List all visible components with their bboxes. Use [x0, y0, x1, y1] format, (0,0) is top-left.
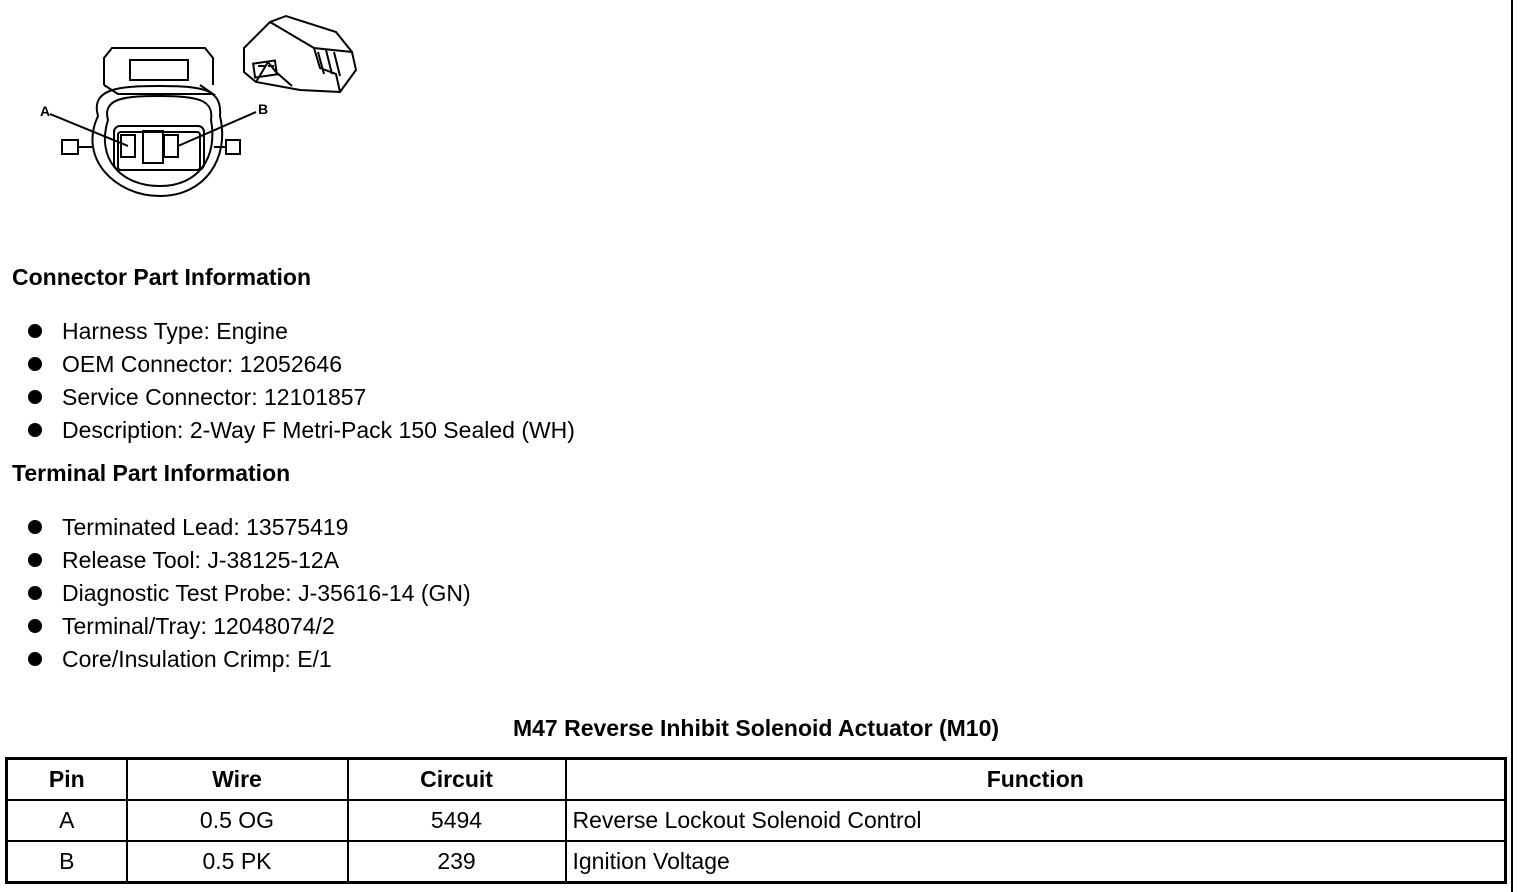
pin-table	[5, 757, 1507, 884]
terminal-info-heading: Terminal Part Information	[12, 460, 291, 486]
column-header-circuit: Circuit	[348, 759, 566, 801]
list-item: Service Connector: 12101857	[28, 381, 575, 414]
pin-cell: A	[7, 800, 127, 841]
bullet-icon	[28, 553, 42, 567]
bullet-icon	[28, 390, 42, 404]
connector-info-list	[28, 315, 575, 447]
function-cell: Reverse Lockout Solenoid Control	[566, 800, 1506, 841]
list-item: Diagnostic Test Probe: J-35616-14 (GN)	[28, 577, 471, 610]
table-row	[7, 800, 1506, 841]
connector-diagram	[30, 8, 380, 208]
bullet-icon	[28, 520, 42, 534]
pin-cell: B	[7, 841, 127, 883]
bullet-icon	[28, 324, 42, 338]
list-item: Description: 2-Way F Metri-Pack 150 Sealed (WH)	[28, 414, 575, 447]
circuit-cell: 5494	[348, 800, 566, 841]
list-item: Core/Insulation Crimp: E/1	[28, 643, 471, 676]
pin-label-b: B	[258, 101, 269, 117]
bullet-icon	[28, 423, 42, 437]
bullet-icon	[28, 357, 42, 371]
column-header-pin: Pin	[7, 759, 127, 801]
pin-label-a: A	[40, 103, 51, 119]
list-item: Terminal/Tray: 12048074/2	[28, 610, 471, 643]
wire-cell: 0.5 OG	[127, 800, 348, 841]
pin-table-title: M47 Reverse Inhibit Solenoid Actuator (M10)	[512, 715, 1000, 741]
bullet-icon	[28, 619, 42, 633]
function-cell: Ignition Voltage	[566, 841, 1506, 883]
list-item: OEM Connector: 12052646	[28, 348, 575, 381]
list-item: Terminated Lead: 13575419	[28, 511, 471, 544]
table-row	[7, 841, 1506, 883]
bullet-icon	[28, 652, 42, 666]
list-item: Harness Type: Engine	[28, 315, 575, 348]
column-header-wire: Wire	[127, 759, 348, 801]
list-item: Release Tool: J-38125-12A	[28, 544, 471, 577]
wire-cell: 0.5 PK	[127, 841, 348, 883]
circuit-cell: 239	[348, 841, 566, 883]
column-header-function: Function	[566, 759, 1506, 801]
terminal-info-list	[28, 511, 471, 676]
connector-info-heading: Connector Part Information	[12, 264, 312, 290]
page-right-border	[1511, 0, 1513, 892]
bullet-icon	[28, 586, 42, 600]
table-header-row	[7, 759, 1506, 801]
